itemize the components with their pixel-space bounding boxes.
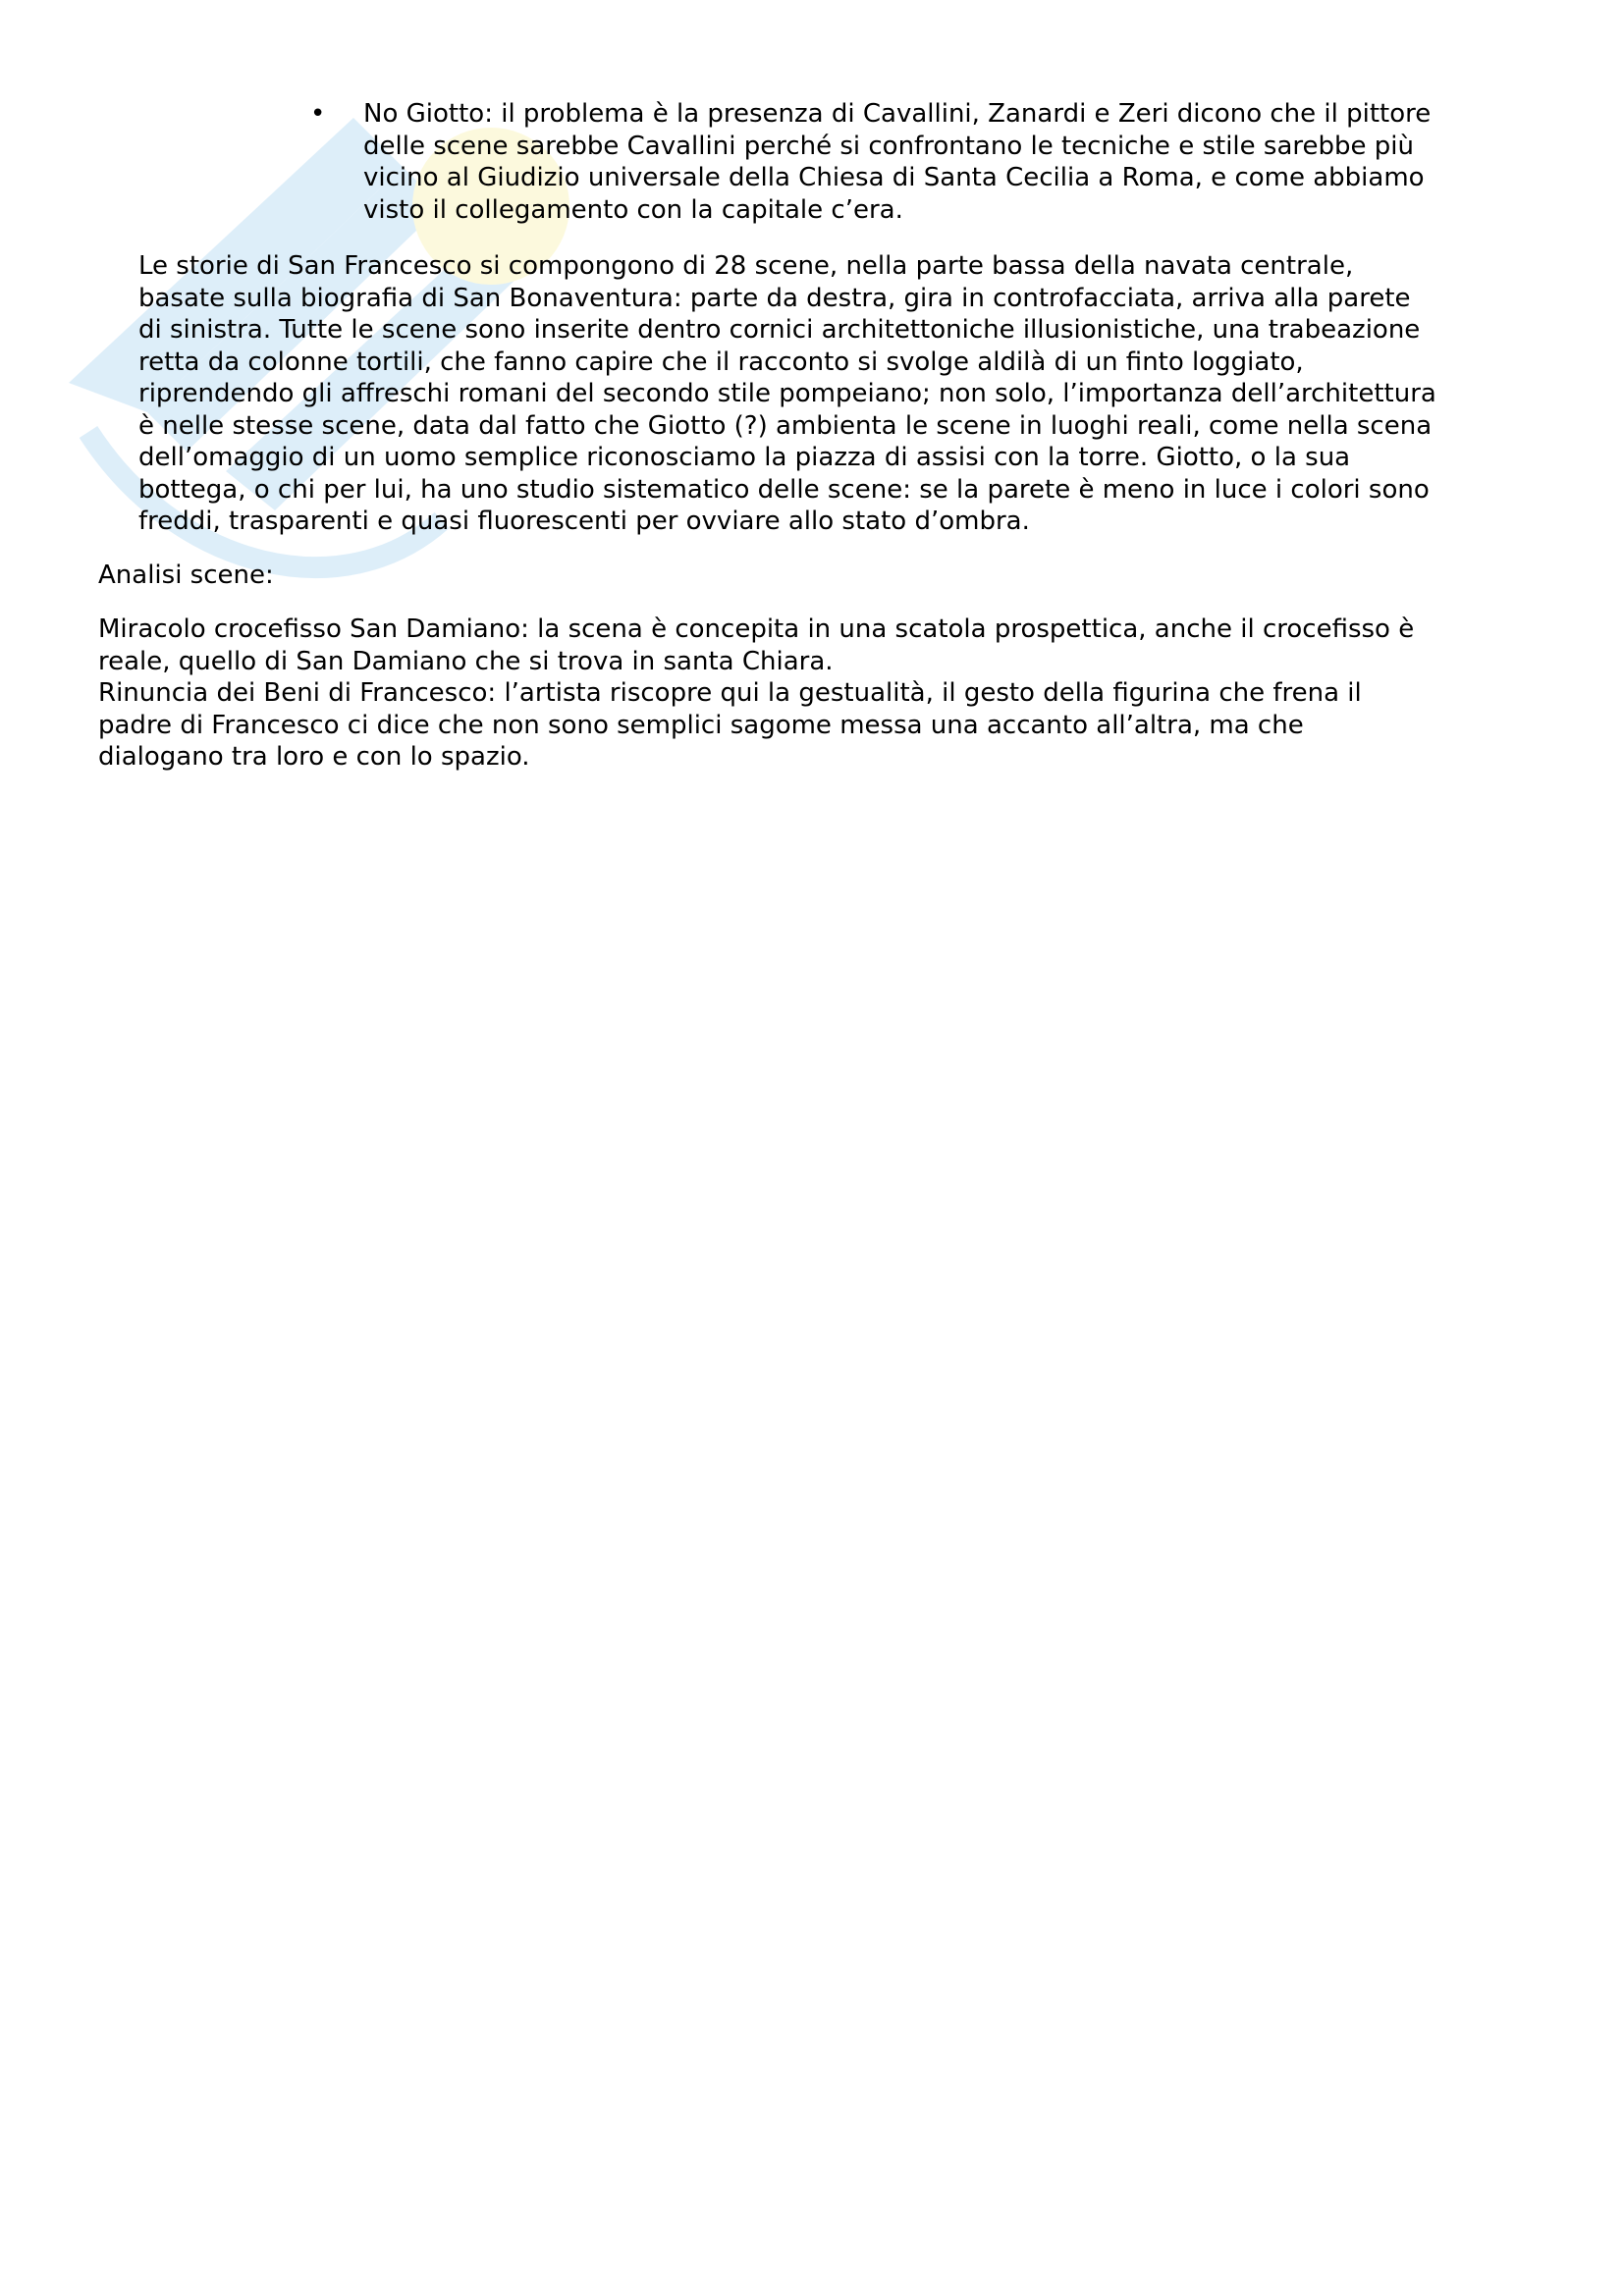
paragraph-line: retta da colonne tortili, che fanno capire che il racconto si svolge aldilà di un finto loggiato,	[138, 347, 1304, 377]
paragraph-line: di sinistra. Tutte le scene sono inserite dentro cornici architettoniche illusionistiche, una trabeazione	[138, 315, 1421, 345]
paragraph-line: basate sulla biografia di San Bonaventura: parte da destra, gira in controfacciata, arriva alla parete	[138, 283, 1411, 313]
paragraph-line: bottega, o chi per lui, ha uno studio sistematico delle scene: se la parete è meno in luce i colori sono	[138, 474, 1430, 505]
bullet-line: No Giotto: il problema è la presenza di Cavallini, Zanardi e Zeri dicono che il pittore	[363, 99, 1432, 129]
analysis-line: padre di Francesco ci dice che non sono semplici sagome messa una accanto all’altra, ma che	[98, 710, 1304, 740]
analysis-line: reale, quello di San Damiano che si trova in santa Chiara.	[98, 646, 834, 676]
paragraph-line: è nelle stesse scene, data dal fatto che Giotto (?) ambienta le scene in luoghi reali, come nella scena	[138, 410, 1433, 441]
body-paragraph	[138, 250, 1436, 538]
section-heading: Analisi scene:	[98, 561, 274, 590]
paragraph-line: freddi, trasparenti e quasi fluorescenti per ovviare allo stato d’ombra.	[138, 507, 1030, 536]
bullet-item	[363, 98, 1431, 226]
paragraph-line: Le storie di San Francesco si compongono di 28 scene, nella parte bassa della navata centrale,	[138, 251, 1354, 281]
analysis-line: Miracolo crocefisso San Damiano: la scena è concepita in una scatola prospettica, anche il crocefisso è	[98, 614, 1415, 644]
analysis-paragraph	[98, 614, 1414, 774]
bullet-marker: •	[310, 99, 326, 129]
analysis-line: Rinuncia dei Beni di Francesco: l’artista riscopre qui la gestualità, il gesto della figurina che frena il	[98, 678, 1362, 708]
analysis-line: dialogano tra loro e con lo spazio.	[98, 742, 530, 772]
paragraph-line: riprendendo gli affreschi romani del secondo stile pompeiano; non solo, l’importanza dell’architettura	[138, 379, 1436, 408]
paragraph-line: dell’omaggio di un uomo semplice riconosciamo la piazza di assisi con la torre. Giotto, o la sua	[138, 443, 1351, 472]
bullet-line: visto il collegamento con la capitale c’era.	[363, 194, 903, 225]
bullet-line: delle scene sarebbe Cavallini perché si confrontano le tecniche e stile sarebbe più	[363, 131, 1414, 161]
bullet-line: vicino al Giudizio universale della Chiesa di Santa Cecilia a Roma, e come abbiamo	[363, 163, 1425, 192]
